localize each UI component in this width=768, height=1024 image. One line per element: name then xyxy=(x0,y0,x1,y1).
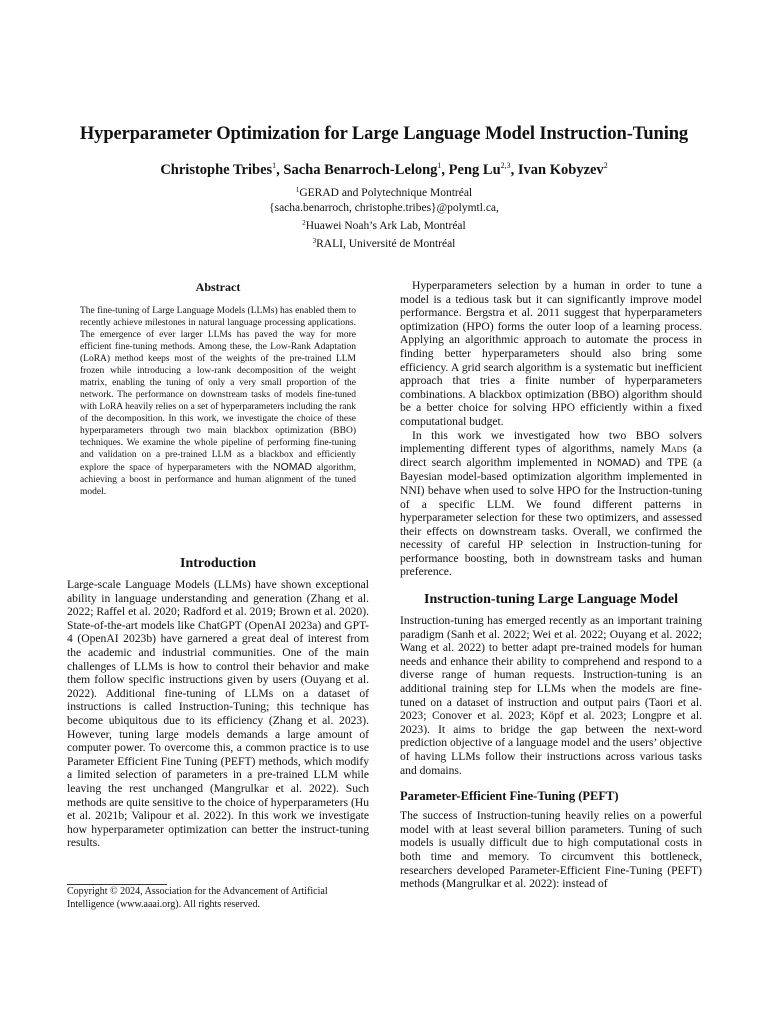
author-name: Christophe Tribes xyxy=(160,162,273,178)
footnote-rule xyxy=(67,884,167,885)
author-list: Christophe Tribes$^1$, Sacha Benarroch-Lelong$^1$, Peng Lu$^{2,3}$, Ivan Kobyzev$^2$ xyxy=(160,161,608,178)
author-affiliation-mark: 1 xyxy=(272,161,277,170)
affiliation-1 xyxy=(0,183,768,201)
affiliation-2 xyxy=(0,216,768,234)
paragraph-part: (a direct search algorithm implemented in xyxy=(400,442,702,469)
paragraph: Instruction-tuning has emerged recently as an important training paradigm (Sanh et al. 2022; Wei et al. 2022; Ouyang et al. 2022; Wang et al. 2022) to better adapt pre-trained models for human needs and enhance their ability to comprehend and respond to a diverse range of human requests. Instruction-tuning is an additional training step for LLMs when the models are fine-tuned on a dataset of instruction and output pairs (Taori et al. 2023; Conover et al. 2023; Köpf et al. 2023; Longpre et al. 2023). It aims to bridge the gap between the next-word prediction objective of a language model and the users’ objective of having LLMs follow their instructions across various tasks and domains. xyxy=(400,614,702,777)
abstract-text-part: The fine-tuning of Large Language Models (LLMs) has enabled them to recently achieve milestones in natural language processing applications. The emergence of ever larger LLMs has paved the way for more efficient fine-tuning methods. Among these, the Low-Rank Adaptation (LoRA) method keeps most of the weights of the pre-trained LLM frozen while introducing a low-rank decomposition of the weight matrix, enabling the tuning of only a very small proportion of the network. The performance on downstream tasks of models fine-tuned with LoRA heavily relies on a set of hyperparameters including the rank of the decomposition. In this work, we investigate the choice of these hyperparameters through two main blackbox optimization (BBO) techniques. We examine the whole pipeline of performing fine-tuning and validation on a pre-trained LLM as a blackbox and efficiently explore the space of hyperparameters with the xyxy=(80,306,356,473)
abstract-text xyxy=(80,305,356,498)
author-name: Sacha Benarroch-Lelong xyxy=(283,162,438,178)
abstract-text-part: algorithm, achieving a boost in performance and human alignment of the tuned model. xyxy=(80,463,356,497)
paragraph: Hyperparameters selection by a human in order to tune a model is a tedious task but it can significantly improve model performance. Bergstra et al. 2011 suggest that hyperparameters optimization (HPO) forms the outer loop of a learning process. Applying an algorithmic approach to automate the process in finding better hyperparameters should also bring some efficiency. A grid search algorithm is a systematic but inefficient approach that tries a finite number of hyperparameters combinations. A blackbox optimization (BBO) algorithm should be a better choice for solving HPO efficiently within a fixed computational budget. xyxy=(400,279,702,428)
copyright-notice: Copyright © 2024, Association for the Advancement of Artificial Intelligence (www.aaai.org). All rights reserved. xyxy=(67,886,328,910)
author-affiliation-mark: 2,3 xyxy=(500,161,511,170)
author-emails: {sacha.benarroch, christophe.tribes}@polymtl.ca, xyxy=(269,202,499,214)
introduction-section xyxy=(67,556,369,850)
introduction-heading: Introduction xyxy=(180,556,256,571)
paragraph-part: ) and TPE (a Bayesian model-based optimization algorithm implemented in NNI) behave when used to solve HPO for the Instruction-tuning of a specific LLM. We found different patterns in hyperparameter selection for these two optimizers, and assessed their effects on downstream tasks. Overall, we confirmed the necessity of careful HP selection in Instruction-tuning for performance boosting, both in downstream tasks and human preference. xyxy=(400,455,702,579)
author-affiliation-mark: 1 xyxy=(437,161,442,170)
paragraph-part: In this work we investigated how two BBO solvers implementing different types of algorithms, namely xyxy=(400,428,702,456)
instruction-tuning-heading: Instruction-tuning Large Language Model xyxy=(424,592,678,608)
mads-name: Mads xyxy=(660,442,688,456)
introduction-paragraph: Large-scale Language Models (LLMs) have shown exceptional ability in language understanding and generation (Zhang et al. 2022; Raffel et al. 2020; Radford et al. 2019; Brown et al. 2020). State-of-the-art models like ChatGPT (OpenAI 2023a) and GPT-4 (OpenAI 2023b) have garnered a great deal of interest from the academic and industrial communities. One of the main challenges of LLMs is how to control their behavior and make them follow specific instructions given by users (Ouyang et al. 2022). Additional fine-tuning of LLMs on a dataset of instructions is called Instruction-Tuning; this technique has become ubiquitous due to its efficiency (Zhang et al. 2023). However, tuning large models demands a large amount of computer power. To overcome this, a common practice is to use Parameter Efficient Fine Tuning (PEFT) methods, which modify a limited selection of parameters in a pre-trained LLM while leaving the rest unchanged (Mangrulkar et al. 2022). Such methods are quite sensitive to the choice of hyperparameters (Hu et al. 2021b; Valipour et al. 2022). In this work we investigate how hyperparameter optimization can better the instruct-tuning results. xyxy=(67,578,369,850)
affiliation-text: GERAD and Polytechnique Montréal xyxy=(299,187,473,199)
paragraph xyxy=(400,429,702,580)
affiliation-mark: 1 xyxy=(295,186,300,194)
affiliation-3 xyxy=(0,234,768,252)
affiliations xyxy=(0,183,768,252)
affiliation-mark: 2 xyxy=(302,219,306,227)
author-affiliation-mark: 2 xyxy=(603,161,608,170)
nomad-name: NOMAD xyxy=(273,461,313,473)
affiliation-mark: 3 xyxy=(312,237,317,245)
right-column xyxy=(400,279,702,891)
author-name: Ivan Kobyzev xyxy=(517,162,604,178)
nomad-name: NOMAD xyxy=(597,456,637,469)
peft-heading: Parameter-Efficient Fine-Tuning (PEFT) xyxy=(400,789,619,804)
affiliation-text: Huawei Noah’s Ark Lab, Montréal xyxy=(305,220,466,232)
paragraph: The success of Instruction-tuning heavily relies on a powerful model with at least several billion parameters. Tuning of such models is usually difficult due to high computational costs in both time and memory. To circumvent this bottleneck, researchers developed Parameter-Efficient Fine-Tuning (PEFT) methods (Mangrulkar et al. 2022): instead of xyxy=(400,809,702,891)
affiliation-text: RALI, Université de Montréal xyxy=(316,238,456,250)
paper-title: Hyperparameter Optimization for Large Language Model Instruction-Tuning xyxy=(79,124,689,144)
abstract-heading: Abstract xyxy=(195,280,241,294)
author-name: Peng Lu xyxy=(448,162,501,178)
